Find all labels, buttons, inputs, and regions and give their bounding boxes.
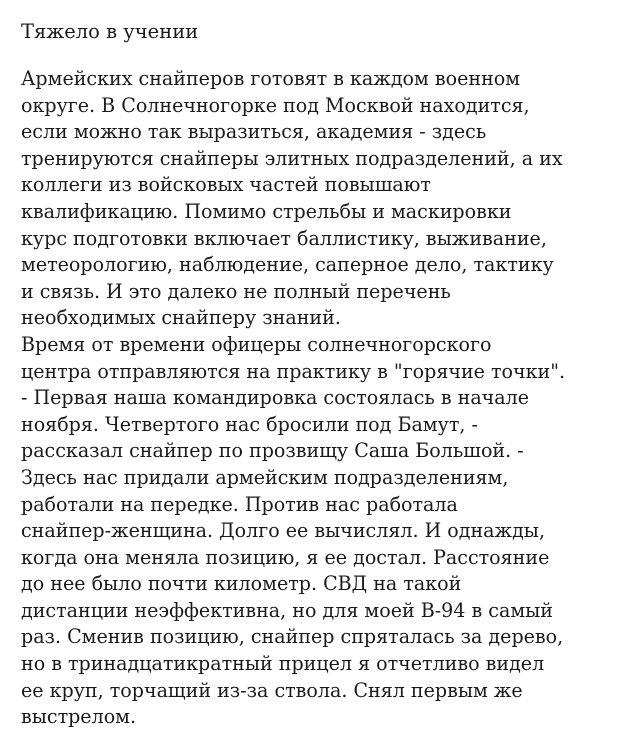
text-line: но в тринадцатикратный прицел я отчетливо видел: [21, 652, 545, 676]
text-line: необходимых снайперу знаний.: [21, 306, 341, 330]
text-line: ее круп, торчащий из-за ствола. Снял первым же: [21, 678, 523, 702]
text-line: курс подготовки включает баллистику, выживание,: [21, 226, 547, 250]
text-line: если можно так выразиться, академия - здесь: [21, 120, 487, 144]
article: [21, 10, 611, 731]
text-line: Армейских снайперов готовят в каждом военном: [21, 67, 521, 90]
text-line: рассказал снайпер по прозвищу Саша Большой. -: [21, 439, 524, 463]
text-line: коллеги из войсковых частей повышают: [21, 173, 431, 197]
text-line: ноября. Четвертого нас бросили под Бамут, -: [21, 412, 478, 436]
text-line: квалификацию. Помимо стрельбы и маскировки: [21, 199, 512, 223]
article-body: [21, 66, 611, 731]
article-title: Тяжело в учении: [21, 20, 199, 43]
text-line: Время от времени офицеры солнечногорского: [21, 332, 492, 356]
text-line: метеорологию, наблюдение, саперное дело, тактику: [21, 253, 554, 277]
text-line: выстрелом.: [21, 705, 137, 729]
text-line: - Первая наша командировка состоялась в начале: [21, 386, 530, 410]
text-line: дистанции неэффективна, но для моей В-94 в самый: [21, 598, 554, 622]
text-line: работали на передке. Против нас работала: [21, 492, 458, 516]
text-line: снайпер-женщина. Долго ее вычислял. И однажды,: [21, 519, 546, 543]
text-line: Здесь нас придали армейским подразделениям,: [21, 465, 509, 489]
text-line: округе. В Солнечногорке под Москвой находится,: [21, 93, 530, 117]
text-line: раз. Сменив позицию, снайпер спряталась за дерево,: [21, 625, 564, 649]
text-line: когда она меняла позицию, я ее достал. Расстояние: [21, 545, 550, 569]
text-line: до нее было почти километр. СВД на такой: [21, 572, 462, 596]
text-line: тренируются снайперы элитных подразделений, а их: [21, 146, 563, 170]
text-line: центра отправляются на практику в "горячие точки".: [21, 359, 566, 383]
text-line: и связь. И это далеко не полный перечень: [21, 279, 451, 303]
